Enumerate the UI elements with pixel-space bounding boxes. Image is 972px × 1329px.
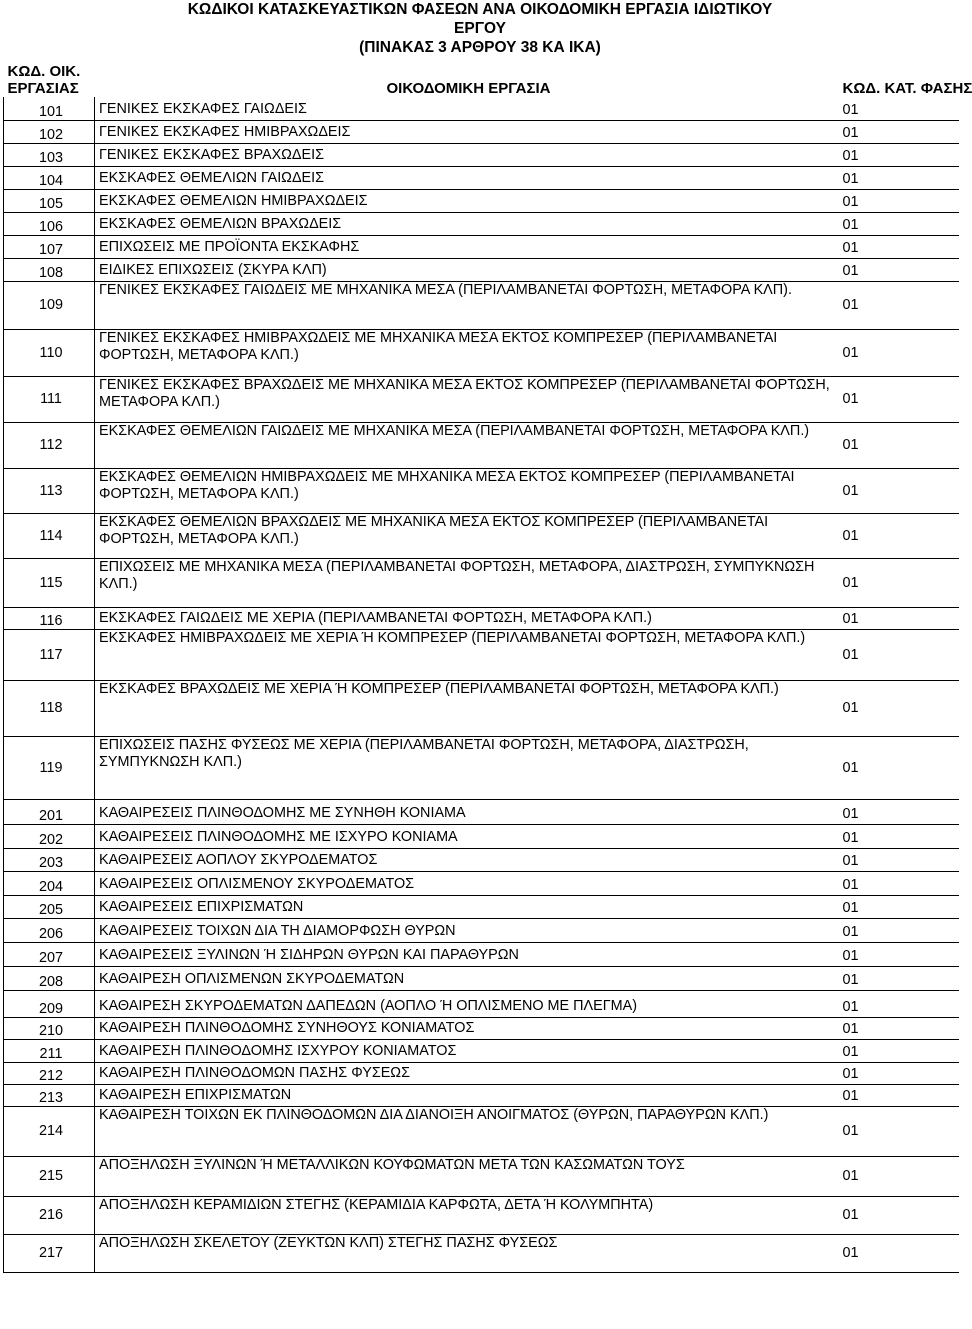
table-row <box>4 329 959 376</box>
header-phase-label: ΚΩΔ. ΚΑΤ. ΦΑΣΗΣ <box>842 80 972 97</box>
row-phase-code: 01 <box>839 848 959 871</box>
row-work-description: ΚΑΘΑΙΡΕΣΗ ΠΛΙΝΘΟΔΟΜΗΣ ΙΣΧΥΡΟΥ ΚΟΝΙΑΜΑΤΟΣ <box>95 1039 839 1062</box>
table-row <box>4 558 959 607</box>
table-row <box>4 1017 959 1039</box>
row-work-description: ΕΚΣΚΑΦΕΣ ΘΕΜΕΛΙΩΝ ΓΑΙΩΔΕΙΣ <box>95 166 839 189</box>
row-phase-code: 01 <box>839 629 959 680</box>
row-phase-code: 01 <box>839 97 959 120</box>
table-row <box>4 736 959 799</box>
row-work-description: ΕΚΣΚΑΦΕΣ ΘΕΜΕΛΙΩΝ ΒΡΑΧΩΔΕΙΣ ΜΕ ΜΗΧΑΝΙΚΑ ΜΕΣΑ ΕΚΤΟΣ ΚΟΜΠΡΕΣΕΡ (ΠΕΡΙΛΑΜΒΑΝΕΤΑΙ ΦΟΡΤΩΣΗ, ΜΕΤΑΦΟΡΑ ΚΛΠ.) <box>95 513 839 558</box>
row-work-code: 113 <box>4 468 95 513</box>
row-phase-code: 01 <box>839 258 959 281</box>
row-work-code: 214 <box>4 1106 95 1156</box>
row-phase-code: 01 <box>839 189 959 212</box>
row-work-code: 202 <box>4 824 95 848</box>
row-work-description: ΕΚΣΚΑΦΕΣ ΗΜΙΒΡΑΧΩΔΕΙΣ ΜΕ ΧΕΡΙΑ Ή ΚΟΜΠΡΕΣΕΡ (ΠΕΡΙΛΑΜΒΑΝΕΤΑΙ ΦΟΡΤΩΣΗ, ΜΕΤΑΦΟΡΑ ΚΛΠ.) <box>95 629 839 680</box>
row-work-description: ΑΠΟΞΗΛΩΣΗ ΣΚΕΛΕΤΟΥ (ΖΕΥΚΤΩΝ ΚΛΠ) ΣΤΕΓΗΣ ΠΑΣΗΣ ΦΥΣΕΩΣ <box>95 1234 839 1272</box>
row-work-description: ΕΚΣΚΑΦΕΣ ΘΕΜΕΛΙΩΝ ΒΡΑΧΩΔΕΙΣ <box>95 212 839 235</box>
row-work-code: 210 <box>4 1017 95 1039</box>
column-header-phase-code <box>839 63 972 97</box>
row-phase-code: 01 <box>839 376 959 422</box>
row-phase-code: 01 <box>839 824 959 848</box>
row-phase-code: 01 <box>839 212 959 235</box>
row-work-description: ΓΕΝΙΚΕΣ ΕΚΣΚΑΦΕΣ ΒΡΑΧΩΔΕΙΣ <box>95 143 839 166</box>
phase-code-table <box>3 63 972 1273</box>
table-row <box>4 824 959 848</box>
row-work-description: ΕΚΣΚΑΦΕΣ ΘΕΜΕΛΙΩΝ ΓΑΙΩΔΕΙΣ ΜΕ ΜΗΧΑΝΙΚΑ ΜΕΣΑ (ΠΕΡΙΛΑΜΒΑΝΕΤΑΙ ΦΟΡΤΩΣΗ, ΜΕΤΑΦΟΡΑ ΚΛΠ.) <box>95 422 839 468</box>
row-phase-code: 01 <box>839 799 959 824</box>
table-row <box>4 629 959 680</box>
table-row <box>4 1084 959 1106</box>
row-work-description: ΚΑΘΑΙΡΕΣΗ ΟΠΛΙΣΜΕΝΩΝ ΣΚΥΡΟΔΕΜΑΤΩΝ <box>95 966 839 990</box>
row-work-code: 216 <box>4 1196 95 1234</box>
row-work-description: ΕΠΙΧΩΣΕΙΣ ΠΑΣΗΣ ΦΥΣΕΩΣ ΜΕ ΧΕΡΙΑ (ΠΕΡΙΛΑΜΒΑΝΕΤΑΙ ΦΟΡΤΩΣΗ, ΜΕΤΑΦΟΡΑ, ΔΙΑΣΤΡΩΣΗ, ΣΥΜΠΥΚΝΩΣΗ ΚΛΠ.) <box>95 736 839 799</box>
row-work-description: ΚΑΘΑΙΡΕΣΗ ΠΛΙΝΘΟΔΟΜΩΝ ΠΑΣΗΣ ΦΥΣΕΩΣ <box>95 1062 839 1084</box>
row-work-code: 116 <box>4 607 95 629</box>
row-work-code: 119 <box>4 736 95 799</box>
row-phase-code: 01 <box>839 120 959 143</box>
row-work-code: 102 <box>4 120 95 143</box>
row-work-code: 108 <box>4 258 95 281</box>
row-work-code: 117 <box>4 629 95 680</box>
row-work-description: ΓΕΝΙΚΕΣ ΕΚΣΚΑΦΕΣ ΓΑΙΩΔΕΙΣ <box>95 97 839 120</box>
row-work-code: 114 <box>4 513 95 558</box>
row-phase-code: 01 <box>839 235 959 258</box>
table-row <box>4 120 959 143</box>
row-phase-code: 01 <box>839 607 959 629</box>
table-row <box>4 799 959 824</box>
table-row <box>4 1156 959 1196</box>
row-work-code: 209 <box>4 990 95 1017</box>
table-row <box>4 1039 959 1062</box>
row-work-description: ΚΑΘΑΙΡΕΣΗ ΣΚΥΡΟΔΕΜΑΤΩΝ ΔΑΠΕΔΩΝ (ΑΟΠΛΟ Ή ΟΠΛΙΣΜΕΝΟ ΜΕ ΠΛΕΓΜΑ) <box>95 990 839 1017</box>
row-work-code: 207 <box>4 942 95 966</box>
row-work-description: ΕΚΣΚΑΦΕΣ ΘΕΜΕΛΙΩΝ ΗΜΙΒΡΑΧΩΔΕΙΣ <box>95 189 839 212</box>
row-work-code: 205 <box>4 895 95 918</box>
row-work-description: ΓΕΝΙΚΕΣ ΕΚΣΚΑΦΕΣ ΒΡΑΧΩΔΕΙΣ ΜΕ ΜΗΧΑΝΙΚΑ ΜΕΣΑ ΕΚΤΟΣ ΚΟΜΠΡΕΣΕΡ (ΠΕΡΙΛΑΜΒΑΝΕΤΑΙ ΦΟΡΤΩΣΗ, ΜΕΤΑΦΟΡΑ ΚΛΠ.) <box>95 376 839 422</box>
table-row <box>4 97 959 120</box>
column-header-work <box>95 63 839 97</box>
row-work-description: ΑΠΟΞΗΛΩΣΗ ΚΕΡΑΜΙΔΙΩΝ ΣΤΕΓΗΣ (ΚΕΡΑΜΙΔΙΑ ΚΑΡΦΩΤΑ, ΔΕΤΑ Ή ΚΟΛΥΜΠΗΤΑ) <box>95 1196 839 1234</box>
row-phase-code: 01 <box>839 468 959 513</box>
table-row <box>4 212 959 235</box>
row-work-code: 103 <box>4 143 95 166</box>
row-phase-code: 01 <box>839 1156 959 1196</box>
document-title <box>90 0 870 57</box>
title-line-1: ΚΩΔΙΚΟΙ ΚΑΤΑΣΚΕΥΑΣΤΙΚΩΝ ΦΑΣΕΩΝ ΑΝΑ ΟΙΚΟΔΟΜΙΚΗ ΕΡΓΑΣΙΑ ΙΔΙΩΤΙΚΟΥ <box>187 1 773 18</box>
row-work-description: ΓΕΝΙΚΕΣ ΕΚΣΚΑΦΕΣ ΗΜΙΒΡΑΧΩΔΕΙΣ ΜΕ ΜΗΧΑΝΙΚΑ ΜΕΣΑ ΕΚΤΟΣ ΚΟΜΠΡΕΣΕΡ (ΠΕΡΙΛΑΜΒΑΝΕΤΑΙ ΦΟΡΤΩΣΗ, ΜΕΤΑΦΟΡΑ ΚΛΠ.) <box>95 329 839 376</box>
row-work-description: ΚΑΘΑΙΡΕΣΕΙΣ ΤΟΙΧΩΝ ΔΙΑ ΤΗ ΔΙΑΜΟΡΦΩΣΗ ΘΥΡΩΝ <box>95 918 839 942</box>
table-row <box>4 871 959 895</box>
row-phase-code: 01 <box>839 558 959 607</box>
table-row <box>4 1106 959 1156</box>
table-row <box>4 895 959 918</box>
row-work-description: ΚΑΘΑΙΡΕΣΕΙΣ ΟΠΛΙΣΜΕΝΟΥ ΣΚΥΡΟΔΕΜΑΤΟΣ <box>95 871 839 895</box>
table-row <box>4 422 959 468</box>
table-row <box>4 166 959 189</box>
table-row <box>4 1062 959 1084</box>
row-work-code: 206 <box>4 918 95 942</box>
table-row <box>4 1234 959 1272</box>
row-work-description: ΕΠΙΧΩΣΕΙΣ ΜΕ ΜΗΧΑΝΙΚΑ ΜΕΣΑ (ΠΕΡΙΛΑΜΒΑΝΕΤΑΙ ΦΟΡΤΩΣΗ, ΜΕΤΑΦΟΡΑ, ΔΙΑΣΤΡΩΣΗ, ΣΥΜΠΥΚΝΩΣΗ ΚΛΠ.) <box>95 558 839 607</box>
row-work-code: 212 <box>4 1062 95 1084</box>
table-row <box>4 1196 959 1234</box>
row-work-description: ΚΑΘΑΙΡΕΣΕΙΣ ΞΥΛΙΝΩΝ Ή ΣΙΔΗΡΩΝ ΘΥΡΩΝ ΚΑΙ ΠΑΡΑΘΥΡΩΝ <box>95 942 839 966</box>
row-phase-code: 01 <box>839 1106 959 1156</box>
table-row <box>4 143 959 166</box>
row-work-description: ΓΕΝΙΚΕΣ ΕΚΣΚΑΦΕΣ ΗΜΙΒΡΑΧΩΔΕΙΣ <box>95 120 839 143</box>
row-work-code: 203 <box>4 848 95 871</box>
table-row <box>4 468 959 513</box>
row-phase-code: 01 <box>839 966 959 990</box>
row-work-code: 112 <box>4 422 95 468</box>
row-phase-code: 01 <box>839 871 959 895</box>
row-phase-code: 01 <box>839 143 959 166</box>
row-phase-code: 01 <box>839 1062 959 1084</box>
row-work-description: ΕΚΣΚΑΦΕΣ ΘΕΜΕΛΙΩΝ ΗΜΙΒΡΑΧΩΔΕΙΣ ΜΕ ΜΗΧΑΝΙΚΑ ΜΕΣΑ ΕΚΤΟΣ ΚΟΜΠΡΕΣΕΡ (ΠΕΡΙΛΑΜΒΑΝΕΤΑΙ ΦΟΡΤΩΣΗ, ΜΕΤΑΦΟΡΑ ΚΛΠ.) <box>95 468 839 513</box>
row-work-code: 110 <box>4 329 95 376</box>
row-phase-code: 01 <box>839 513 959 558</box>
table-row <box>4 376 959 422</box>
row-work-description: ΚΑΘΑΙΡΕΣΕΙΣ ΕΠΙΧΡΙΣΜΑΤΩΝ <box>95 895 839 918</box>
row-work-code: 111 <box>4 376 95 422</box>
row-work-description: ΚΑΘΑΙΡΕΣΕΙΣ ΠΛΙΝΘΟΔΟΜΗΣ ΜΕ ΙΣΧΥΡΟ ΚΟΝΙΑΜΑ <box>95 824 839 848</box>
row-work-description: ΕΙΔΙΚΕΣ ΕΠΙΧΩΣΕΙΣ (ΣΚΥΡΑ ΚΛΠ) <box>95 258 839 281</box>
row-work-description: ΚΑΘΑΙΡΕΣΗ ΤΟΙΧΩΝ ΕΚ ΠΛΙΝΘΟΔΟΜΩΝ ΔΙΑ ΔΙΑΝΟΙΞΗ ΑΝΟΙΓΜΑΤΟΣ (ΘΥΡΩΝ, ΠΑΡΑΘΥΡΩΝ ΚΛΠ.) <box>95 1106 839 1156</box>
row-phase-code: 01 <box>839 1017 959 1039</box>
row-work-description: ΕΚΣΚΑΦΕΣ ΓΑΙΩΔΕΙΣ ΜΕ ΧΕΡΙΑ (ΠΕΡΙΛΑΜΒΑΝΕΤΑΙ ΦΟΡΤΩΣΗ, ΜΕΤΑΦΟΡΑ ΚΛΠ.) <box>95 607 839 629</box>
table-row <box>4 513 959 558</box>
row-work-code: 107 <box>4 235 95 258</box>
table-row <box>4 918 959 942</box>
row-work-code: 115 <box>4 558 95 607</box>
row-phase-code: 01 <box>839 166 959 189</box>
table-row <box>4 966 959 990</box>
row-work-description: ΚΑΘΑΙΡΕΣΗ ΕΠΙΧΡΙΣΜΑΤΩΝ <box>95 1084 839 1106</box>
row-work-description: ΚΑΘΑΙΡΕΣΕΙΣ ΑΟΠΛΟΥ ΣΚΥΡΟΔΕΜΑΤΟΣ <box>95 848 839 871</box>
row-work-description: ΕΠΙΧΩΣΕΙΣ ΜΕ ΠΡΟΪΟΝΤΑ ΕΚΣΚΑΦΗΣ <box>95 235 839 258</box>
row-phase-code: 01 <box>839 736 959 799</box>
row-phase-code: 01 <box>839 918 959 942</box>
row-phase-code: 01 <box>839 990 959 1017</box>
table-row <box>4 848 959 871</box>
row-work-code: 215 <box>4 1156 95 1196</box>
column-header-work-code <box>4 63 95 97</box>
row-work-code: 104 <box>4 166 95 189</box>
header-work-label: ΟΙΚΟΔΟΜΙΚΗ ΕΡΓΑΣΙΑ <box>386 80 551 97</box>
row-phase-code: 01 <box>839 942 959 966</box>
row-phase-code: 01 <box>839 895 959 918</box>
row-phase-code: 01 <box>839 329 959 376</box>
row-work-description: ΚΑΘΑΙΡΕΣΕΙΣ ΠΛΙΝΘΟΔΟΜΗΣ ΜΕ ΣΥΝΗΘΗ ΚΟΝΙΑΜΑ <box>95 799 839 824</box>
row-work-code: 106 <box>4 212 95 235</box>
table-row <box>4 680 959 736</box>
header-code-line-2: ΕΡΓΑΣΙΑΣ <box>7 80 79 97</box>
table-row <box>4 258 959 281</box>
row-phase-code: 01 <box>839 1084 959 1106</box>
row-work-description: ΕΚΣΚΑΦΕΣ ΒΡΑΧΩΔΕΙΣ ΜΕ ΧΕΡΙΑ Ή ΚΟΜΠΡΕΣΕΡ (ΠΕΡΙΛΑΜΒΑΝΕΤΑΙ ΦΟΡΤΩΣΗ, ΜΕΤΑΦΟΡΑ ΚΛΠ.) <box>95 680 839 736</box>
table-row <box>4 607 959 629</box>
row-work-code: 105 <box>4 189 95 212</box>
row-work-code: 109 <box>4 281 95 329</box>
row-work-description: ΑΠΟΞΗΛΩΣΗ ΞΥΛΙΝΩΝ Ή ΜΕΤΑΛΛΙΚΩΝ ΚΟΥΦΩΜΑΤΩΝ ΜΕΤΑ ΤΩΝ ΚΑΣΩΜΑΤΩΝ ΤΟΥΣ <box>95 1156 839 1196</box>
row-work-code: 211 <box>4 1039 95 1062</box>
row-phase-code: 01 <box>839 1039 959 1062</box>
row-phase-code: 01 <box>839 281 959 329</box>
row-phase-code: 01 <box>839 1196 959 1234</box>
row-work-code: 204 <box>4 871 95 895</box>
table-body <box>4 97 959 1272</box>
row-phase-code: 01 <box>839 422 959 468</box>
row-work-code: 217 <box>4 1234 95 1272</box>
row-work-description: ΚΑΘΑΙΡΕΣΗ ΠΛΙΝΘΟΔΟΜΗΣ ΣΥΝΗΘΟΥΣ ΚΟΝΙΑΜΑΤΟΣ <box>95 1017 839 1039</box>
row-phase-code: 01 <box>839 1234 959 1272</box>
row-work-code: 213 <box>4 1084 95 1106</box>
title-line-3: (ΠΙΝΑΚΑΣ 3 ΑΡΘΡΟΥ 38 ΚΑ ΙΚΑ) <box>359 39 601 56</box>
header-code-line-1: ΚΩΔ. ΟΙΚ. <box>7 63 81 80</box>
row-work-description: ΓΕΝΙΚΕΣ ΕΚΣΚΑΦΕΣ ΓΑΙΩΔΕΙΣ ΜΕ ΜΗΧΑΝΙΚΑ ΜΕΣΑ (ΠΕΡΙΛΑΜΒΑΝΕΤΑΙ ΦΟΡΤΩΣΗ, ΜΕΤΑΦΟΡΑ ΚΛΠ). <box>95 281 839 329</box>
table-row <box>4 281 959 329</box>
row-work-code: 118 <box>4 680 95 736</box>
table-row <box>4 235 959 258</box>
table-row <box>4 990 959 1017</box>
table-header-row <box>4 63 959 97</box>
table-row <box>4 942 959 966</box>
row-work-code: 101 <box>4 97 95 120</box>
table-row <box>4 189 959 212</box>
title-line-2: ΕΡΓΟΥ <box>454 20 506 37</box>
row-phase-code: 01 <box>839 680 959 736</box>
row-work-code: 201 <box>4 799 95 824</box>
row-work-code: 208 <box>4 966 95 990</box>
